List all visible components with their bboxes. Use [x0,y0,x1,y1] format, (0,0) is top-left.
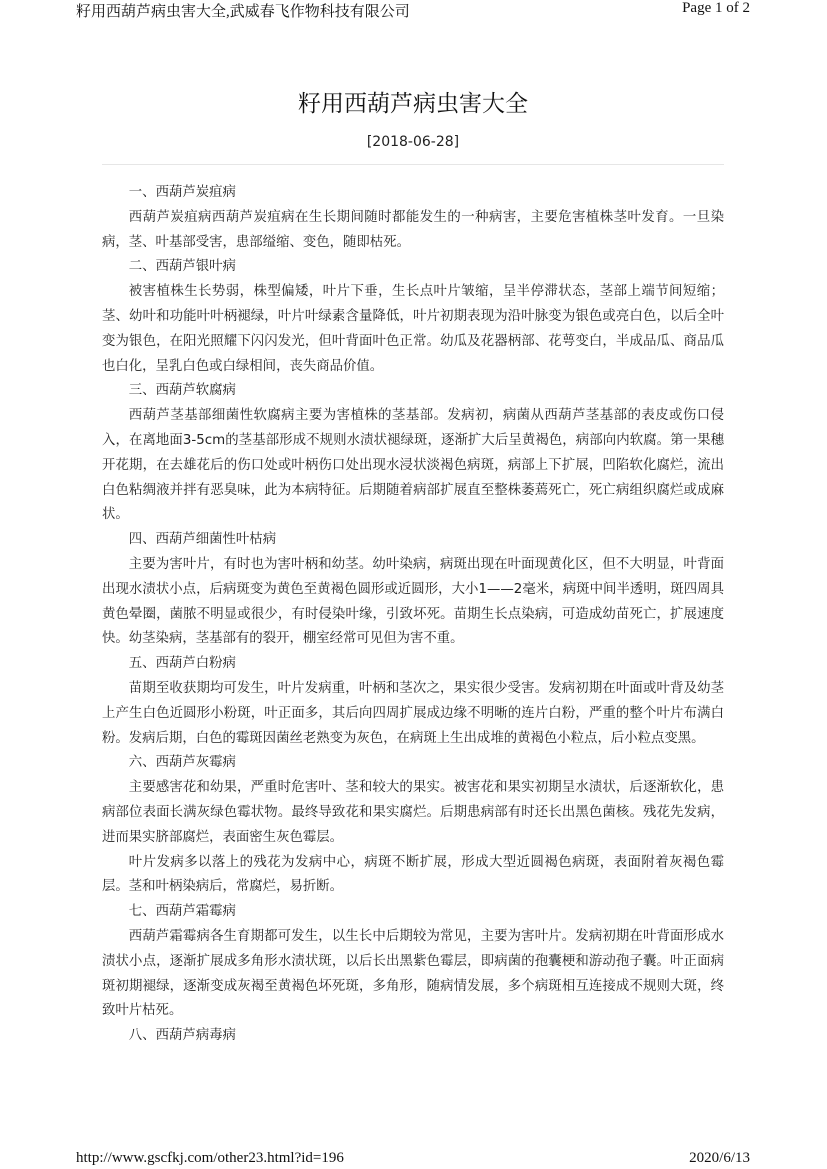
section-heading: 四、西葫芦细菌性叶枯病 [128,532,277,548]
print-footer-url: http://www.gscfkj.com/other23.html?id=196 [76,1150,344,1166]
section-paragraph: 主要为害叶片，有时也为害叶柄和幼茎。幼叶染病，病斑出现在叶面现黄化区，但不大明显，叶背面出现水渍状小点，后病斑变为黄色至黄褐色圆形或近圆形，大小1——2毫米，病斑中间半透明，斑四周具黄色晕圈，菌脓不明显或很少，有时侵染叶缘，引致坏死。苗期生长点染病，可造成幼苗死亡，扩展速度快。幼茎染病，茎基部有的裂开，棚室经常可见但为害不重。 [102,556,724,647]
section-paragraph: 西葫芦霜霉病各生育期都可发生，以生长中后期较为常见，主要为害叶片。发病初期在叶背面形成水渍状小点，逐渐扩展成多角形水渍状斑，以后长出黑紫色霉层，即病菌的孢囊梗和游动孢子囊。叶正面病斑初期褪绿，逐渐变成灰褐至黄褐色坏死斑，多角形，随病情发展，多个病斑相互连接成不规则大斑，终致叶片枯死。 [102,928,724,1019]
print-header [0,0,827,22]
article-title: 籽用西葫芦病虫害大全 [298,91,528,117]
article-date: [2018-06-28] [366,134,460,150]
article [102,80,724,1049]
section-heading: 三、西葫芦软腐病 [128,383,236,399]
print-header-page-number: Page 1 of 2 [682,0,750,16]
section-heading: 二、西葫芦银叶病 [128,259,236,275]
print-footer [0,1150,827,1169]
section-paragraph: 苗期至收获期均可发生，叶片发病重，叶柄和茎次之，果实很少受害。发病初期在叶面或叶背及幼茎上产生白色近圆形小粉斑，叶正面多，其后向四周扩展成边缘不明晰的连片白粉，严重的整个叶片布满白粉。发病后期，白色的霉斑因菌丝老熟变为灰色，在病斑上生出成堆的黄褐色小粒点，后小粒点变黑。 [102,680,724,746]
section-heading: 八、西葫芦病毒病 [128,1028,236,1044]
article-content [102,181,724,1049]
title-divider [102,164,724,165]
section-paragraph: 被害植株生长势弱，株型偏矮，叶片下垂，生长点叶片皱缩，呈半停滞状态，茎部上端节间短缩；茎、幼叶和功能叶叶柄褪绿，叶片叶绿素含量降低，叶片初期表现为沿叶脉变为银色或亮白色，以后全叶变为银色，在阳光照耀下闪闪发光，但叶背面叶色正常。幼瓜及花器柄部、花萼变白，半成品瓜、商品瓜也白化，呈乳白色或白绿相间，丧失商品价值。 [102,284,724,374]
print-footer-date: 2020/6/13 [689,1150,750,1166]
section-heading: 六、西葫芦灰霉病 [128,755,236,771]
print-header-title: 籽用西葫芦病虫害大全,武威春飞作物科技有限公司 [76,4,410,20]
section-paragraph: 主要感害花和幼果，严重时危害叶、茎和较大的果实。被害花和果实初期呈水渍状，后逐渐软化，患病部位表面长满灰绿色霉状物。最终导致花和果实腐烂。后期患病部有时还长出黑色菌核。残花先发病，进而果实脐部腐烂，表面密生灰色霉层。 [102,780,724,845]
section-paragraph: 叶片发病多以落上的残花为发病中心，病斑不断扩展，形成大型近圆褐色病斑，表面附着灰褐色霉层。茎和叶柄染病后，常腐烂，易折断。 [102,854,724,895]
section-heading: 七、西葫芦霜霉病 [128,904,236,920]
section-paragraph: 西葫芦炭疽病西葫芦炭疽病在生长期间随时都能发生的一种病害，主要危害植株茎叶发育。一旦染病，茎、叶基部受害，患部缢缩、变色，随即枯死。 [102,209,724,250]
section-heading: 一、西葫芦炭疽病 [128,185,236,200]
section-paragraph: 西葫芦茎基部细菌性软腐病主要为害植株的茎基部。发病初，病菌从西葫芦茎基部的表皮或伤口侵入，在离地面3-5cm的茎基部形成不规则水渍状褪绿斑，逐渐扩大后呈黄褐色，病部向内软腐。第一果穗开花期，在去雄花后的伤口处或叶柄伤口处出现水浸状淡褐色病斑，病部上下扩展，凹陷软化腐烂，流出白色粘绸液并拌有恶臭味，此为本病特征。后期随着病部扩展直至整株萎蔫死亡，死亡病组织腐烂或成麻状。 [102,408,724,523]
section-heading: 五、西葫芦白粉病 [128,656,236,672]
